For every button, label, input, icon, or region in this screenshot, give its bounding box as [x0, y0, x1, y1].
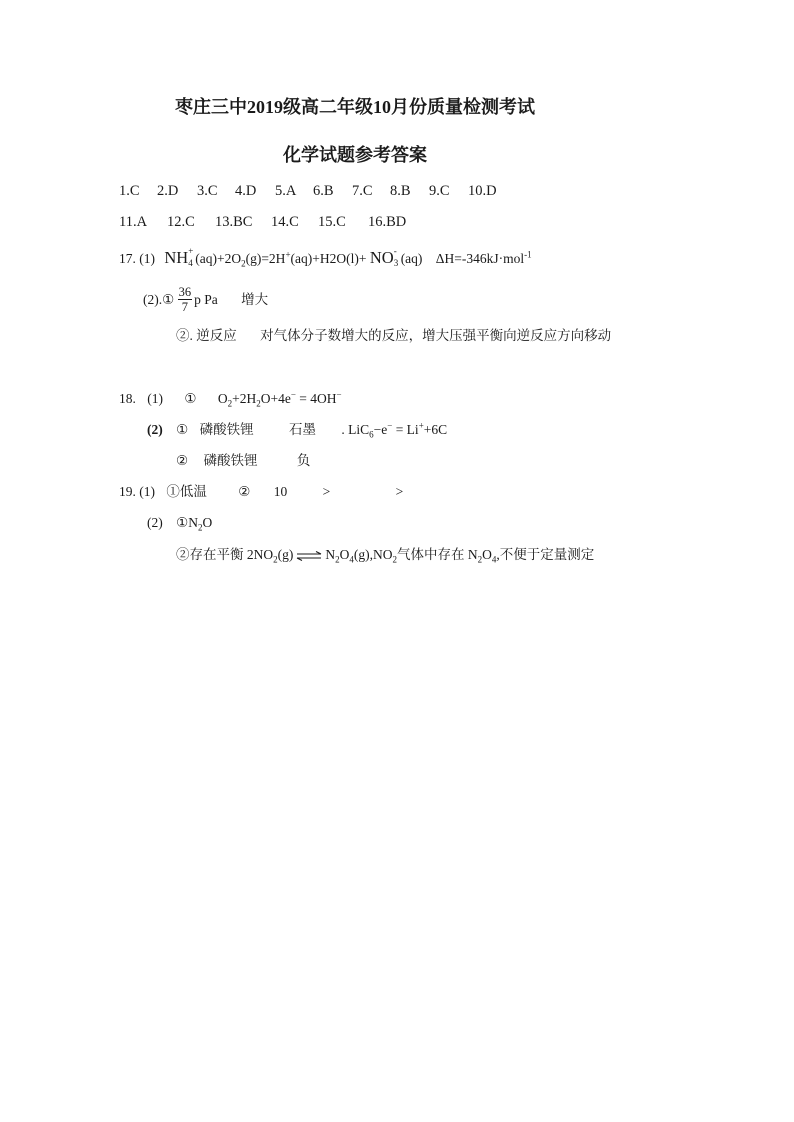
answer-item: 16.BD — [368, 214, 407, 230]
answer-item: 9.C — [429, 183, 450, 199]
answer-item: 15.C — [318, 214, 346, 230]
mc-row-2 — [119, 212, 406, 232]
answer-item: 4.D — [235, 183, 257, 199]
answer-item: 1.C — [119, 183, 140, 199]
answer-item: 10.D — [468, 183, 497, 199]
q19-part1: 19. (1) ①低温 ② 10 > > — [119, 484, 404, 499]
equilibrium-arrow-icon — [296, 551, 322, 561]
page-subtitle: 化学试题参考答案 — [283, 145, 427, 165]
page-title: 枣庄三中2019级高二年级10月份质量检测考试 — [175, 97, 535, 117]
answer-item: 2.D — [157, 183, 179, 199]
answer-item: 3.C — [197, 183, 218, 199]
answer-item: 11.A — [119, 214, 148, 230]
q18-part2-2: ② 磷酸铁锂 负 — [176, 453, 311, 468]
q18-part1: 18. (1) ① $O_2+2H_2O+4e^- = 4OH^-$ — [119, 389, 342, 409]
answer-item: 6.B — [313, 183, 334, 199]
q17-part1: 17. (1) NH + 4 $(aq)+2O_2(g)=2H^+(aq)+H2O(l)+$ NO - 3 (aq) ΔH=-346kJ·mol$^{-1}$ — [119, 246, 532, 269]
q19-part2-1: (2) $①N_2O$ — [147, 515, 213, 533]
answer-item: 13.BC — [215, 214, 253, 230]
answer-item: 7.C — [352, 183, 373, 199]
fraction: $\frac{36}{7}$ — [178, 285, 192, 315]
answer-item: 5.A — [275, 183, 297, 199]
q17-part2-1: (2).① $\frac{36}{7}$ p Pa 增大 — [143, 285, 269, 315]
q19-part2-2: ②存在平衡 $2NO_2(g)$ $N_2O_4(g),NO_2$气体中存在 $N_2O_4$,不便于定量测定 — [176, 547, 595, 565]
mc-row-1 — [119, 181, 497, 201]
enthalpy-value: ΔH=-346kJ·mol — [435, 251, 525, 266]
answer-item: 8.B — [390, 183, 411, 199]
q17-label: 17. (1) — [119, 251, 155, 266]
q19-label: 19. (1) — [119, 484, 155, 499]
answer-item: 12.C — [167, 214, 195, 230]
q17-part2-2: ②. 逆反应 对气体分子数增大的反应，增大压强平衡向逆反应方向移动 — [176, 328, 612, 343]
answer-item: 14.C — [271, 214, 299, 230]
q18-part2-1: (2) ① 磷酸铁锂 石墨 . LiC$_6$−e− = Li++6C — [147, 420, 448, 440]
q18-label: 18. — [119, 391, 136, 406]
